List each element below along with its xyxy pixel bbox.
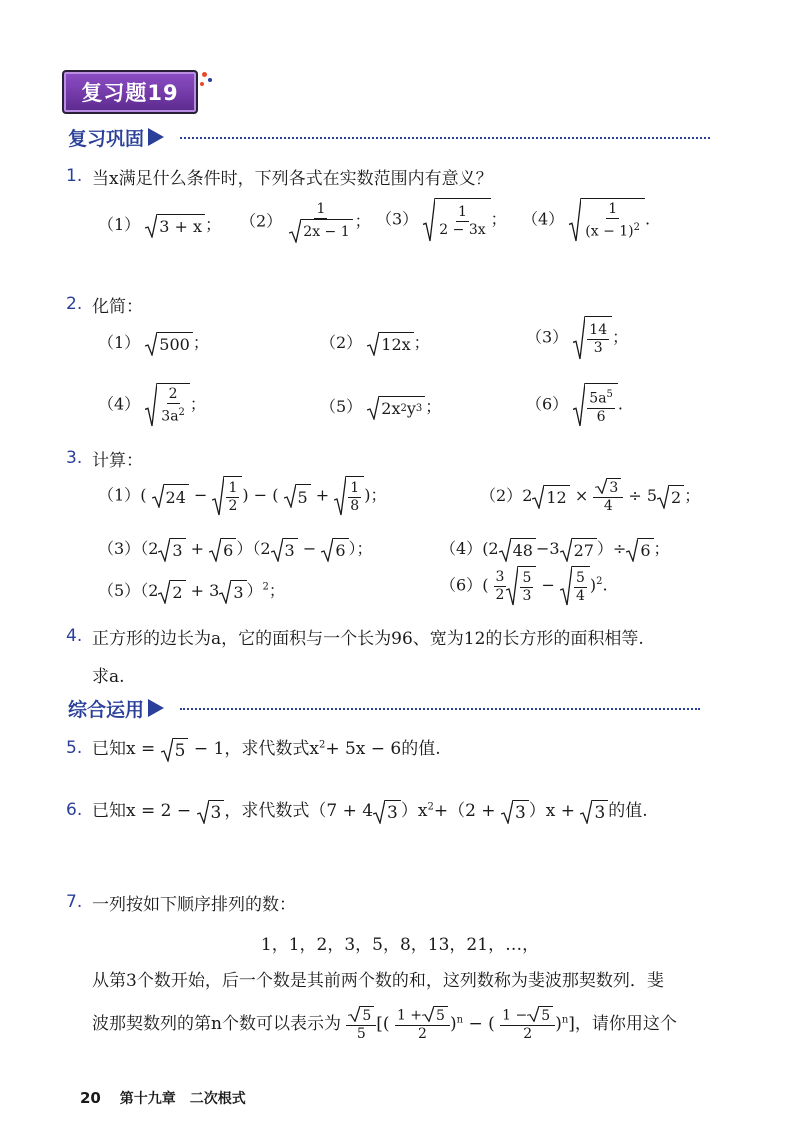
q3-item-2: （2）2 12 × $\frac{3}{4}$ ÷ 5 2 ； [480,480,701,514]
question-number: 4. [66,626,83,646]
q3-item-3: （3）（2 3 + 6 ）（2 3 − 6 ）； [98,539,373,560]
q1-item-4: （4） 1 $(x - 1)^2$ . [522,198,650,242]
q1-item-3: （3） 1 2 − 3x ； [376,198,507,242]
question-text: 波那契数列的第n个数可以表示为 $\frac{5}{5}$ [( 1 + 5 2 )$^n$ − ( 1 − 5 2 )$^n$]，请你用这个 [92,1007,677,1042]
question-number: 6. [66,800,83,820]
question-text: 从第3个数开始，后一个数是其前两个数的和，这列数称为斐波那契数列．斐 [92,971,664,991]
review-banner [62,70,198,114]
q2-item-1: （1） 500 ； [98,333,209,354]
page-number: 20 [80,1089,101,1107]
question-text: 已知x = 2 − 3 ，求代数式（7 + 4 3 ）$x^2+(2$ + 3 ）x + 3 的值. [92,801,648,823]
page-footer [80,1088,246,1108]
triangle-icon [148,699,164,717]
q2-item-3: （3） 14 3 ； [526,316,628,360]
question-number: 1. [66,166,83,186]
question-text: 化简： [92,297,143,317]
section-apply [68,695,164,721]
question-number: 2. [66,294,83,314]
question-text: 一列按如下顺序排列的数： [92,895,296,915]
banner-title: 复习题19 [81,81,179,105]
q2-item-4: （4） 2 $3a^2$ ； [98,383,206,427]
question-text: 计算： [92,451,143,471]
q2-item-5: （5） 2x 2 y 3 ； [320,397,442,418]
fibonacci-sequence: 1，1，2，3，5，8，13，21，…， [260,935,540,955]
q2-item-2: （2） 12x ； [320,333,430,354]
question-number: 7. [66,892,83,912]
question-number: 3. [66,448,83,468]
chapter-title: 第十九章 二次根式 [119,1091,246,1107]
q3-item-6: （6）( $\frac{3}{2}$ 5 3 − 5 4 )$^2$. [440,566,608,606]
q2-item-6: （6） $5a^5$ 6 . [526,383,623,427]
decor-dots [198,70,214,90]
question-text: 已知x = 5 − 1，求代数式$x^2+ 5x - 6$的值. [92,739,441,761]
q3-item-1: （1）( 24 − 1 2 ) − ( 5 + 1 8 )； [98,476,386,516]
question-text: 正方形的边长为a，它的面积与一个长为96、宽为12的长方形的面积相等. [92,629,644,649]
section-review [68,124,164,150]
q3-item-5: （5）（2 2 + 3 3 ）$^2$； [98,581,285,602]
triangle-icon [148,128,164,146]
section-title: 综合运用 [68,698,145,721]
question-text: 当x满足什么条件时，下列各式在实数范围内有意义？ [92,169,493,189]
section-title: 复习巩固 [68,127,145,150]
q1-item-1: （1） 3 + x ； [98,215,222,236]
q3-item-4: （4）(2 48 −3 27 ）÷ 6 ； [440,539,670,560]
q1-item-2: （2） $\frac{1}{2x - 1}$ ； [240,201,371,243]
question-text: 求a. [92,667,125,687]
question-number: 5. [66,738,83,758]
